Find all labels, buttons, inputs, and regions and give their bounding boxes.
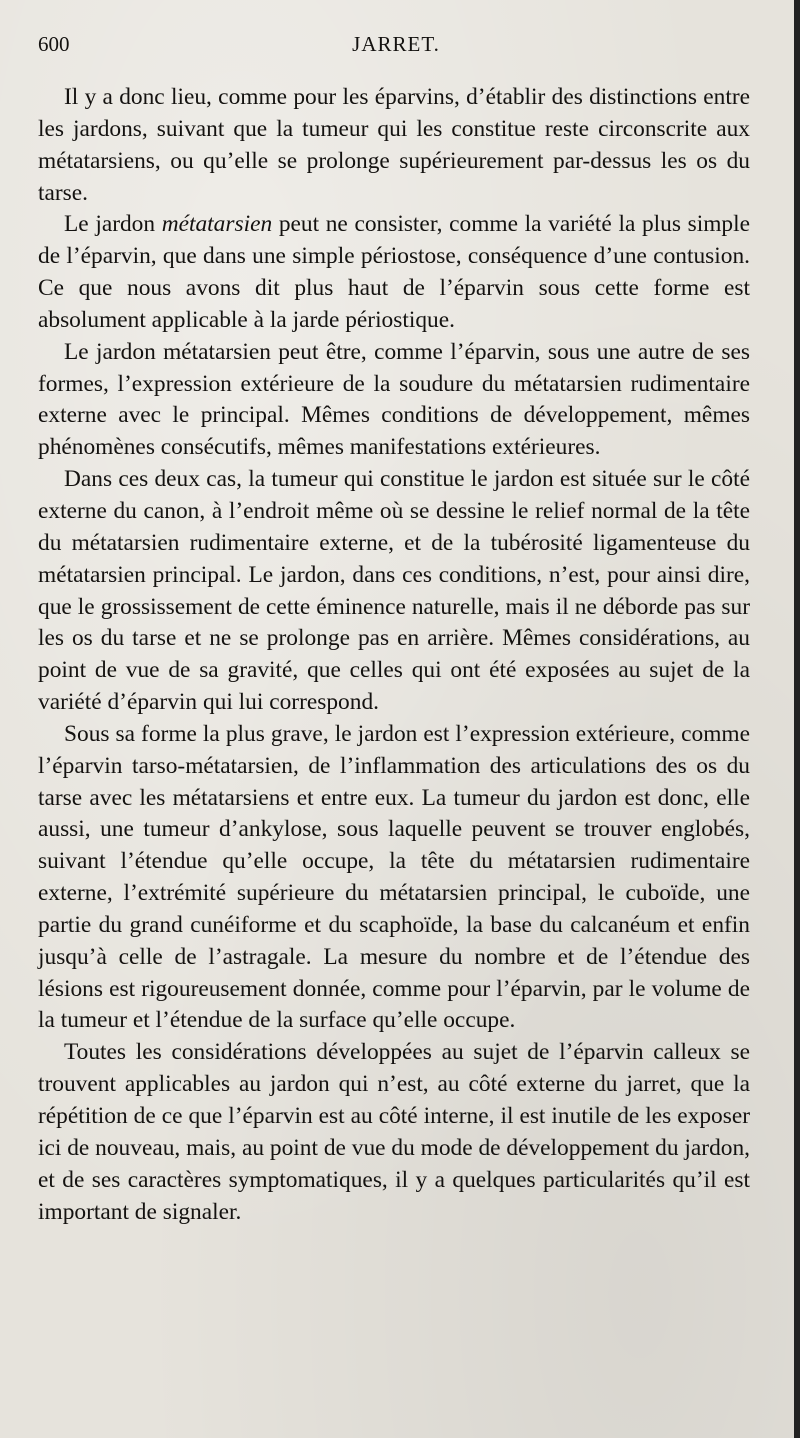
italic-term: métatarsien: [161, 211, 273, 238]
paragraph-1: Il y a donc lieu, comme pour les éparvins, d’établir des distinctions entre les jardons, suivant que la tumeur qui les constitue reste circonscrite aux métatarsiens, ou qu’elle se prolonge supérieurement par-dessus les os du tarse.: [38, 84, 750, 206]
page-number: 600: [38, 32, 70, 56]
paragraph-6: Toutes les considérations développées au sujet de l’éparvin calleux se trouvent applicables au jardon qui n’est, au côté externe du jarret, que la répétition de ce que l’éparvin est au côté interne, il est inutile de les exposer ici de nouveau, mais, au point de vue du mode de développement du jardon, et de ses caractères symptomatiques, il y a quelques particularités qu’il est important de signaler.: [38, 1039, 750, 1225]
running-head: JARRET.: [352, 32, 440, 56]
paragraph-5: Sous sa forme la plus grave, le jardon est l’expression extérieure, comme l’éparvin tarso-métatarsien, de l’inflammation des articulations des os du tarse avec les métatarsiens et entre eux. La tumeur du jardon est donc, elle aussi, une tumeur d’ankylose, sous laquelle peuvent se trouver englobés, suivant l’étendue qu’elle occupe, la tête du métatarsien rudimentaire externe, l’extrémité supérieure du métatarsien principal, le cuboïde, une partie du grand cunéiforme et du scaphoïde, la base du calcanéum et enfin jusqu’à celle de l’astragale. La mesure du nombre et de l’étendue des lésions est rigoureusement donnée, comme pour l’éparvin, par le volume de la tumeur et l’étendue de la surface qu’elle occupe.: [38, 720, 750, 1034]
paragraph-2-rest: peut ne consister, comme la variété la plus simple de l’éparvin, que dans une simple périostose, conséquence d’une contusion. Ce que nous avons dit plus haut de l’éparvin sous cette forme est absolument applicable à la jarde périostique.: [38, 211, 750, 333]
page-edge-shadow: [794, 0, 800, 1438]
body-text: [38, 82, 750, 1228]
paragraph-2: [38, 209, 750, 336]
paragraph-3: Le jardon métatarsien peut être, comme l’éparvin, sous une autre de ses formes, l’expression extérieure de la soudure du métatarsien rudimentaire externe avec le principal. Mêmes conditions de développement, mêmes phénomènes consécutifs, mêmes manifestations extérieures.: [38, 338, 750, 461]
page-header: [38, 32, 754, 62]
paragraph-2-start: Le jardon: [64, 211, 162, 238]
paragraph-4: Dans ces deux cas, la tumeur qui constitue le jardon est située sur le côté externe du canon, à l’endroit même où se dessine le relief normal de la tête du métatarsien rudimentaire externe, et de la tubérosité ligamenteuse du métatarsien principal. Le jardon, dans ces conditions, n’est, pour ainsi dire, que le grossissement de cette éminence naturelle, mais il ne déborde pas sur les os du tarse et ne se prolonge pas en arrière. Mêmes considérations, au point de vue de sa gravité, que celles qui ont été exposées au sujet de la variété d’éparvin qui lui correspond.: [38, 466, 750, 716]
